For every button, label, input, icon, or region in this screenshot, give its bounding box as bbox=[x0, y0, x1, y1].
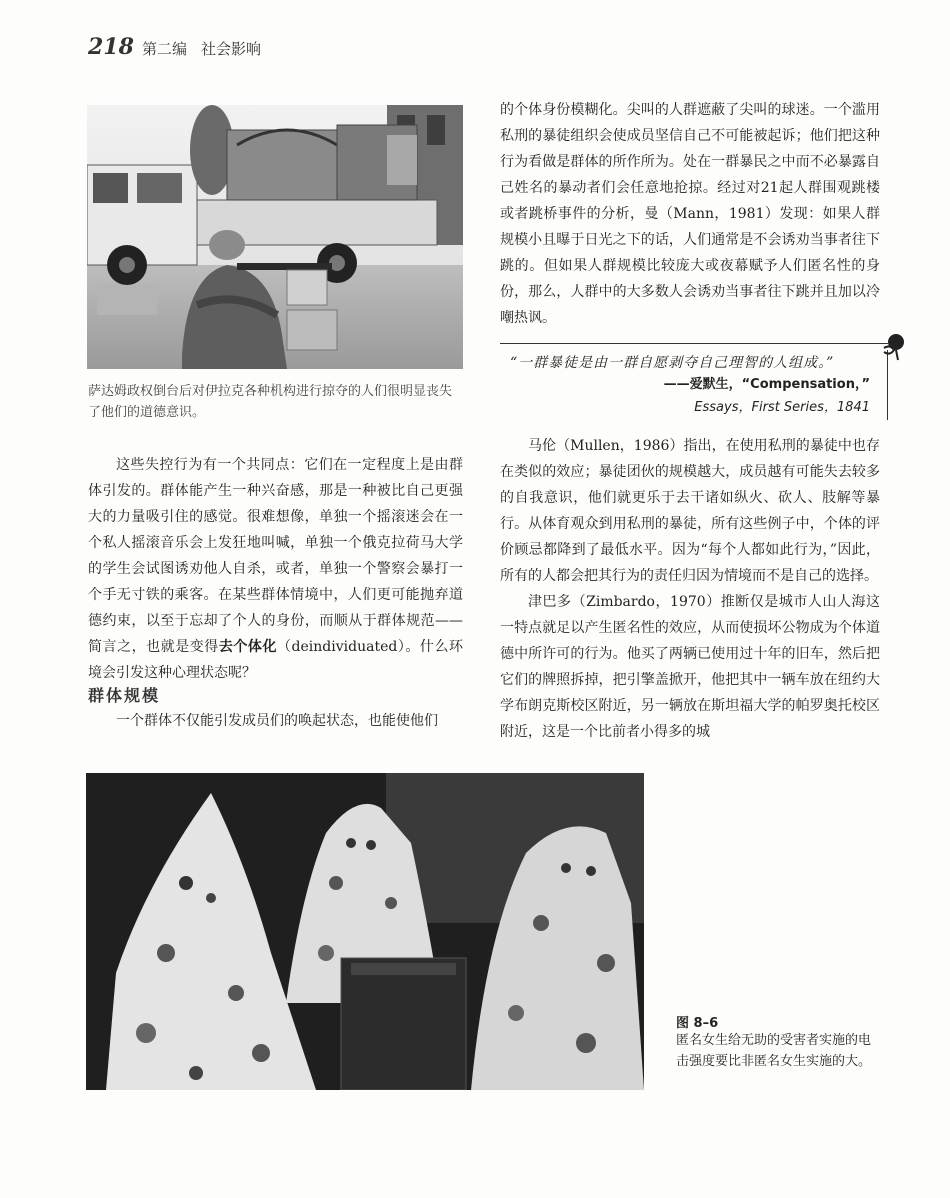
figure-caption-bottom: 匿名女生给无助的受害者实施的电击强度要比非匿名女生实施的大。 bbox=[676, 1033, 872, 1069]
left-column-text-2 bbox=[88, 708, 463, 734]
photo-soldier-looting-icon bbox=[87, 105, 463, 369]
photo-soldier-looting bbox=[87, 105, 463, 369]
part-label: 第二编 bbox=[142, 40, 188, 58]
quote-marker-icon bbox=[880, 330, 908, 362]
section-heading: 群体规模 bbox=[88, 686, 161, 705]
figure-caption-top: 萨达姆政权倒台后对伊拉克各种机构进行掠夺的人们很明显丧失了他们的道德意识。 bbox=[88, 384, 453, 420]
epigraph-quote: “一群暴徒是由一群自愿剥夺自己理智的人组成。” bbox=[510, 355, 835, 371]
body-paragraph: 一个群体不仅能引发成员们的唤起状态，也能使他们 bbox=[116, 713, 438, 729]
photo-hooded-figures-icon bbox=[86, 773, 644, 1090]
right-column-text-2 bbox=[500, 433, 880, 745]
quote-attribution: ——爱默生，“Compensation，” bbox=[663, 377, 870, 392]
body-paragraph: 的个体身份模糊化。尖叫的人群遮蔽了尖叫的球迷。一个滥用私刑的暴徒组织会使成员坚信自己不可能被起诉；他们把这种行为看做是群体的所作所为。处在一群暴民之中而不必暴露自己姓名的暴动者们会任意地抢掠。经过对21起人群围观跳楼或者跳桥事件的分析，曼（Mann，1981）发现：如果人群规模小且曝于日光之下的话，人们通常是不会诱劝当事者往下跳的。但如果人群规模比较庞大或夜幕赋予人们匿名性的身份，那么，人群中的大多数人会诱劝当事者往下跳并且加以冷嘲热讽。 bbox=[500, 102, 880, 326]
page-number: 218 bbox=[88, 34, 134, 60]
body-paragraph: 马伦（Mullen，1986）指出，在使用私刑的暴徒中也存在类似的效应；暴徒团伙的规模越大，成员越有可能失去较多的自我意识，他们就更乐于去干诸如纵火、砍人、肢解等暴行。从体育观众到用私刑的暴徒，所有这些例子中，个体的评价顾忌都降到了最低水平。因为“每个人都如此行为，”因此，所有的人都会把其行为的责任归因为情境而不是自己的选择。 bbox=[500, 438, 880, 584]
body-paragraph: 津巴多（Zimbardo，1970）推断仅是城市人山人海这一特点就足以产生匿名性的效应，从而使损坏公物成为个体道德中所许可的行为。他买了两辆已使用过十年的旧车，然后把它们的牌照拆掉，把引擎盖掀开，他把其中一辆车放在纽约大学布朗克斯校区附近，另一辆放在斯坦福大学的帕罗奥托校区附近，这是一个比前者小得多的城 bbox=[500, 594, 880, 740]
right-column-text bbox=[500, 97, 880, 331]
running-header bbox=[142, 38, 275, 59]
paragraph-text: 这些失控行为有一个共同点：它们在一定程度上是由群体引发的。群体能产生一种兴奋感，那是一种被比自己更强大的力量吸引住的感觉。很难想像，单独一个摇滚迷会在一个私人摇滚音乐会上发狂地叫喊，单独一个俄克拉荷马大学的学生会试图诱劝他人自杀，或者，单独一个警察会暴打一个手无寸铁的乘客。在某些群体情境中，人们更可能抛弃道德约束，以至于忘却了个人的身份，而顺从于群体规范——简言之，也就是变得 bbox=[88, 457, 463, 655]
body-paragraph bbox=[88, 452, 463, 686]
part-title: 社会影响 bbox=[201, 40, 262, 58]
quote-divider bbox=[500, 343, 888, 344]
key-term: 去个体化 bbox=[218, 639, 278, 655]
quote-source: Essays，First Series，1841 bbox=[694, 400, 870, 415]
left-column-text bbox=[88, 452, 463, 686]
paragraph-text: （deindividuated）。什么环境会引发这种心理状态呢？ bbox=[88, 639, 464, 681]
figure-label: 图 8–6 bbox=[676, 1016, 719, 1031]
photo-hooded-figures bbox=[86, 773, 644, 1090]
